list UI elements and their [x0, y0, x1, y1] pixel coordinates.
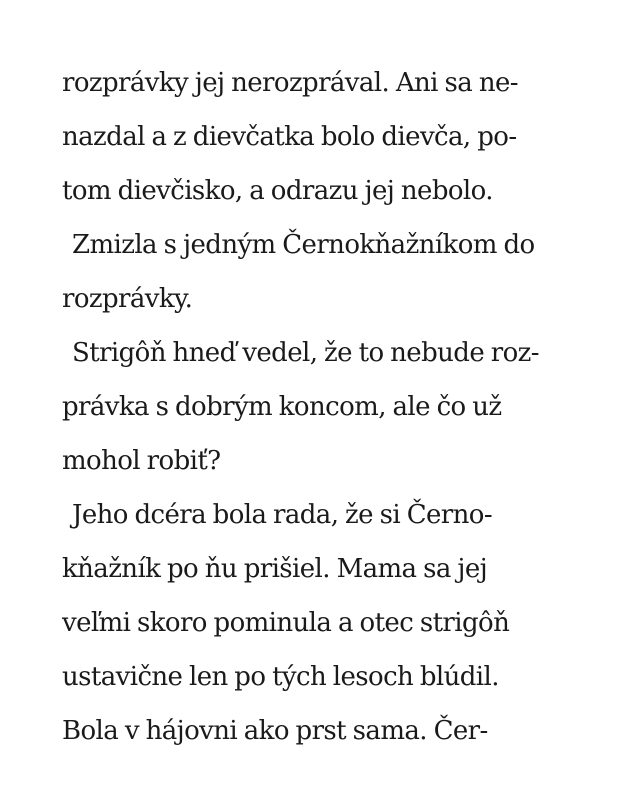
body-text	[62, 56, 582, 758]
text-line: rozprávky.	[62, 284, 193, 314]
paragraph-start-line: Jeho dcéra bola rada, že si Černo-	[72, 500, 493, 530]
text-line: rozprávky jej nerozprával. Ani sa ne-	[62, 68, 518, 98]
text-line: ustavične len po tých lesoch blúdil.	[62, 662, 499, 692]
text-line: kňažník po ňu prišiel. Mama sa jej	[62, 554, 488, 584]
text-line: mohol robiť?	[62, 446, 221, 476]
text-line: tom dievčisko, a odrazu jej nebolo.	[62, 176, 493, 206]
paragraph-start-line: Zmizla s jedným Černokňažníkom do	[72, 230, 535, 260]
paragraph-start-line: Strigôň hneď vedel, že to nebude roz-	[72, 338, 539, 368]
text-line: veľmi skoro pominula a otec strigôň	[62, 608, 510, 638]
text-line: Bola v hájovni ako prst sama. Čer-	[62, 716, 488, 746]
text-line: právka s dobrým koncom, ale čo už	[62, 392, 502, 422]
text-line: nazdal a z dievčatka bolo dievča, po-	[62, 122, 517, 152]
